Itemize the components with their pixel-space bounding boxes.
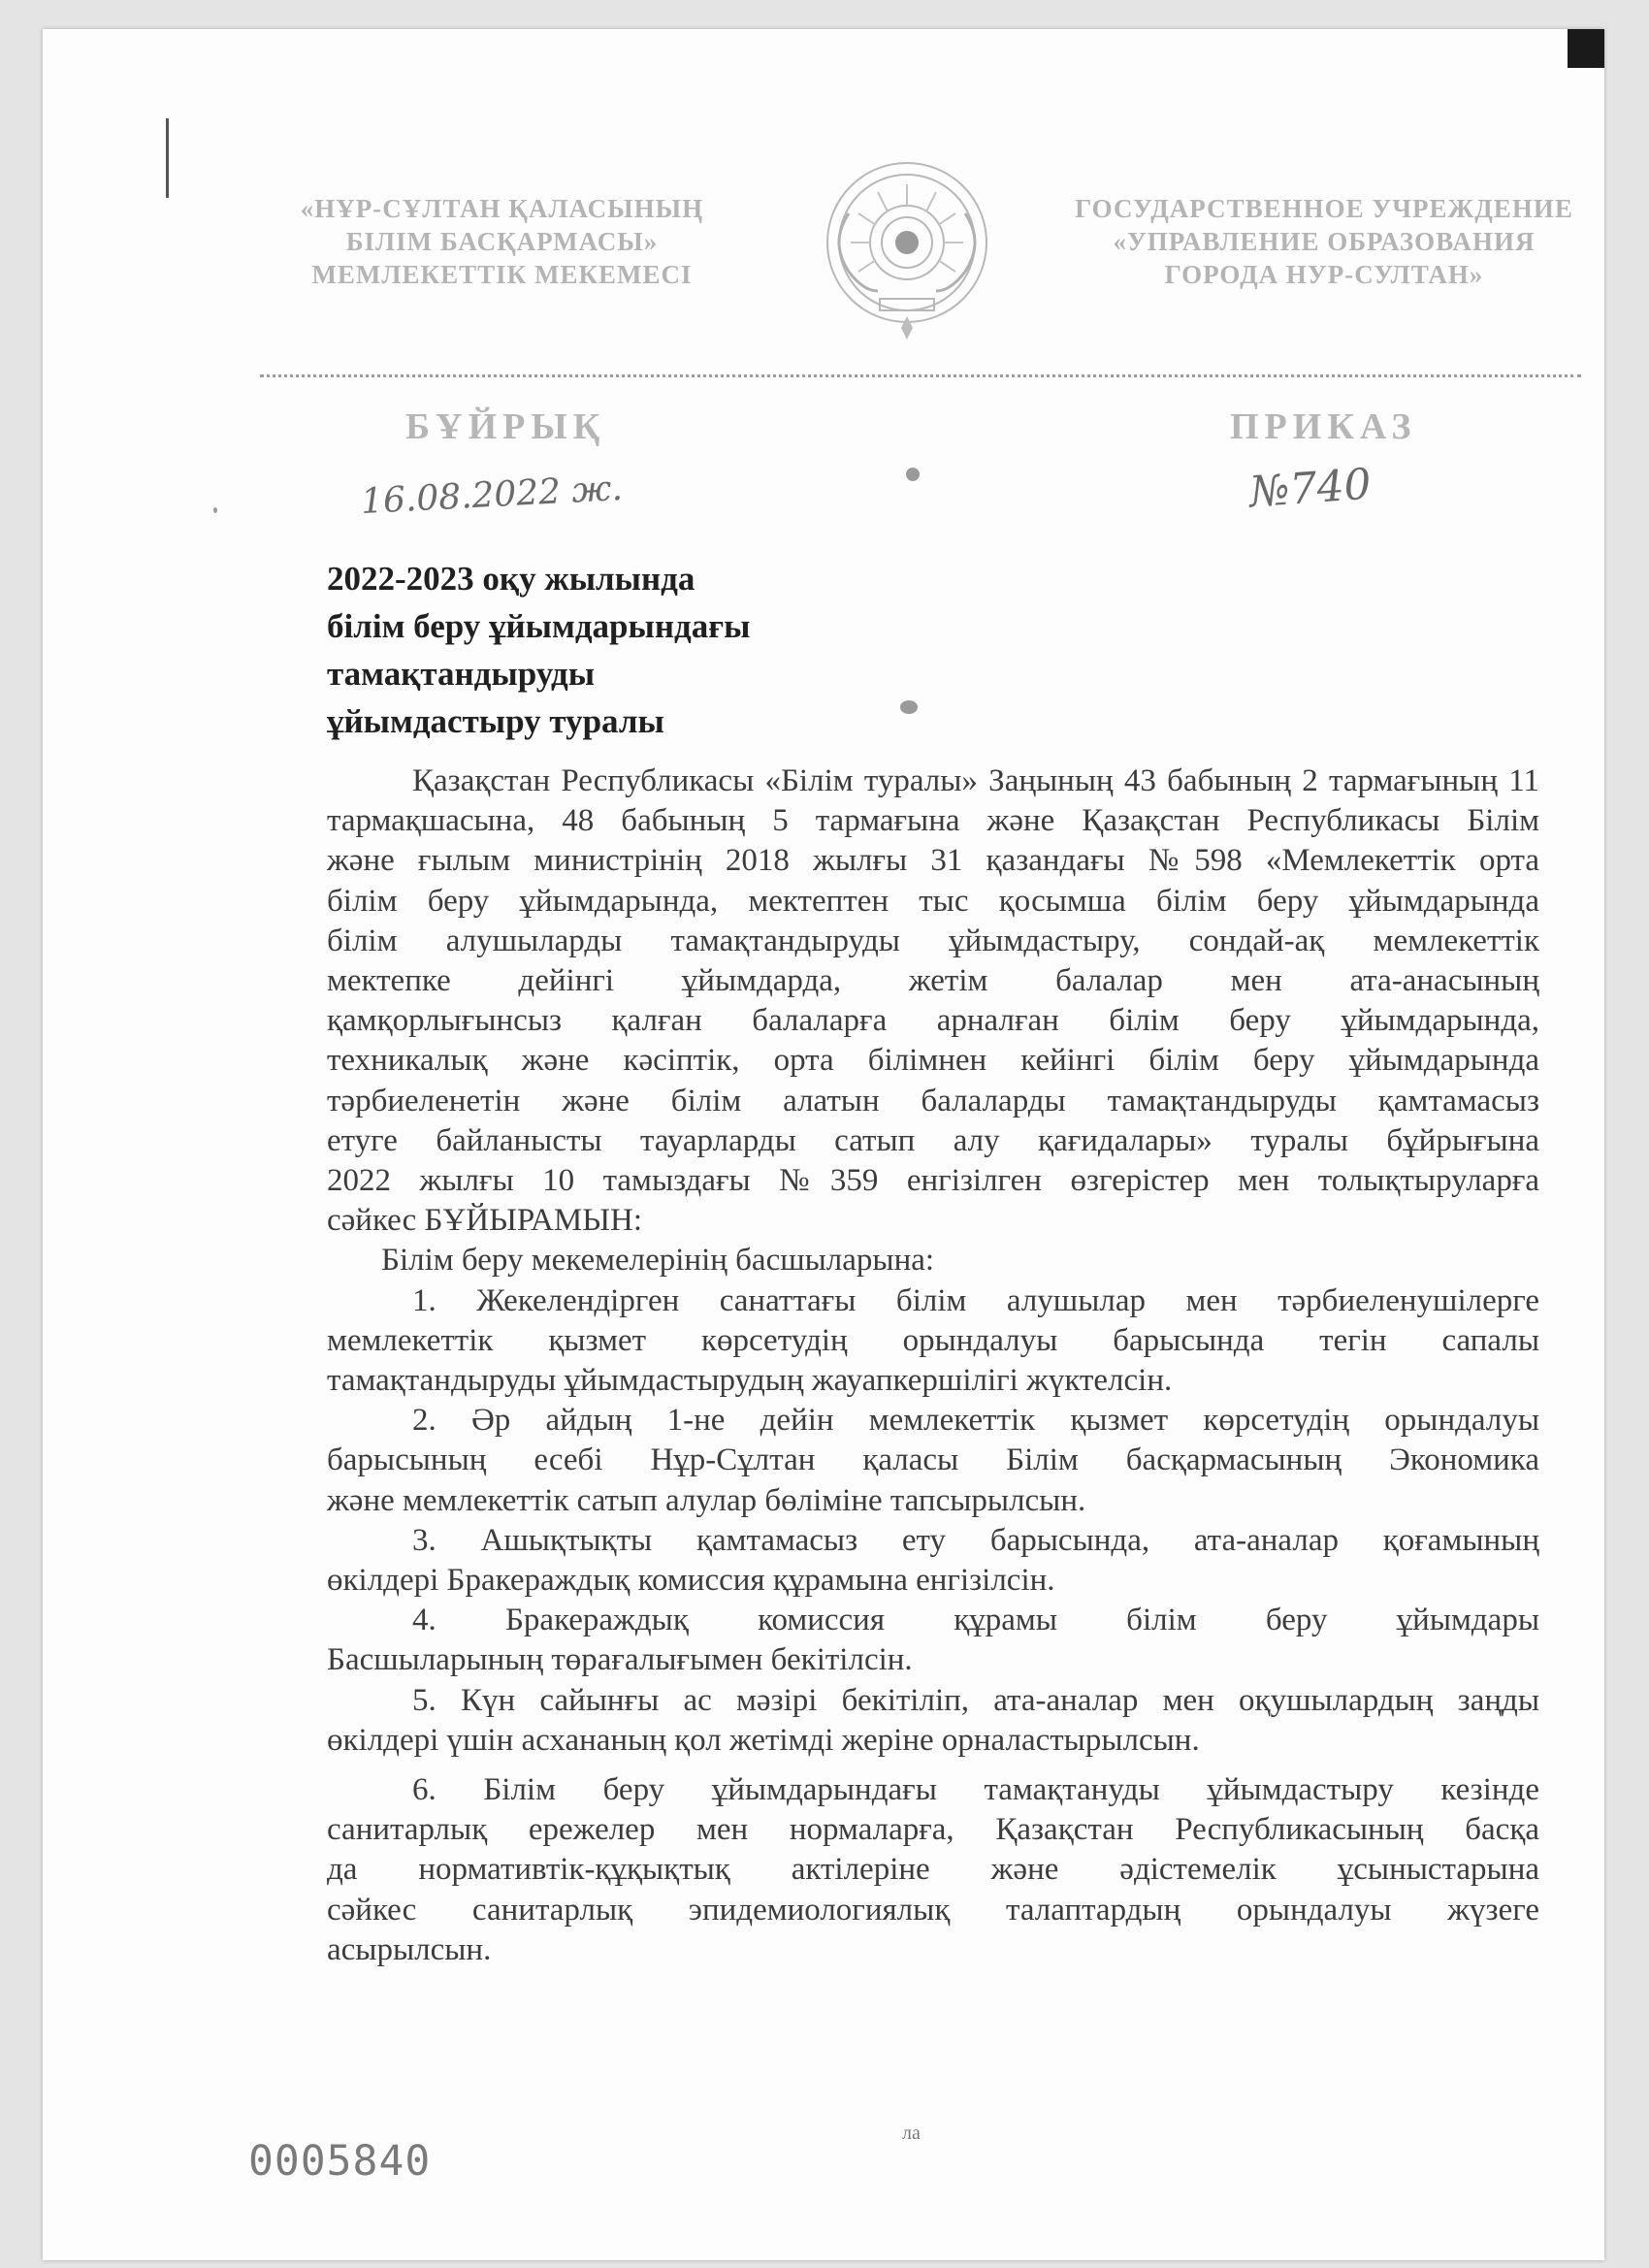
title-line: білім беру ұйымдарындағы	[327, 607, 751, 645]
scan-speck	[900, 700, 918, 714]
body-line: тәрбиеленетін және білім алатын балаларды тамақтандыруды қамтамасыз	[327, 1083, 1539, 1118]
body-line: етуге байланысты тауарларды сатып алу қағидалары» туралы бұйрығына	[327, 1122, 1539, 1158]
title-line: тамақтандыруды	[327, 655, 596, 693]
item-1-line: тамақтандыруды ұйымдастырудың жауапкершілігі жүктелсін.	[327, 1363, 1173, 1399]
item-6-line: санитарлық ережелер мен нормаларға, Қазақстан Республикасының басқа	[327, 1812, 1539, 1848]
header-kz	[276, 192, 728, 291]
body-line: Қазақстан Республикасы «Білім туралы» Заңының 43 бабының 2 тармағының 11	[412, 763, 1539, 798]
scan-speck	[906, 468, 920, 481]
item-4-line: 4. Бракераждық комиссия құрамы білім беру ұйымдары	[412, 1603, 1539, 1638]
scan-corner-shadow	[1568, 29, 1604, 68]
item-3-line: өкілдері Бракераждық комиссия құрамына енгізілсін.	[327, 1563, 1055, 1599]
order-label-ru: ПРИКАЗ	[1230, 406, 1417, 447]
body-line: 2022 жылғы 10 тамыздағы №359 енгізілген өзгерістер мен толықтыруларға	[327, 1163, 1539, 1199]
item-6-line: да нормативтік-құқықтық актілеріне және әдістемелік ұсыныстарына	[327, 1852, 1539, 1888]
body-line: білім беру ұйымдарында, мектептен тыс қосымша білім беру ұйымдарында	[327, 883, 1539, 919]
title-line: 2022-2023 оқу жылында	[327, 560, 695, 598]
body-line: мектепке дейінгі ұйымдарда, жетім балалар мен ата-анасының	[327, 963, 1539, 999]
item-5-line: өкілдері үшін асхананың қол жетімді жеріне орналастырылсын.	[327, 1722, 1200, 1758]
item-6-line: сәйкес санитарлық эпидемиологиялық талаптардың орындалуы жүзеге	[327, 1892, 1539, 1928]
body-line: қамқорлығынсыз қалған балаларға арналған білім беру ұйымдарында,	[327, 1003, 1539, 1039]
header-divider	[260, 374, 1581, 377]
state-emblem-icon	[820, 146, 994, 357]
scan-speck	[213, 507, 217, 513]
header-ru-line: «УПРАВЛЕНИЕ ОБРАЗОВАНИЯ	[1113, 227, 1536, 256]
item-3-line: 3. Ашықтықты қамтамасыз ету барысында, ата-аналар қоғамының	[412, 1522, 1539, 1558]
header-ru-line: ГОСУДАРСТВЕННОЕ УЧРЕЖДЕНИЕ	[1075, 194, 1573, 223]
item-4-line: Басшыларының төрағалығымен бекітілсін.	[327, 1642, 913, 1678]
handwritten-date: 16.08.2022 ж.	[360, 468, 624, 523]
header-kz-line: «НҰР-СҰЛТАН ҚАЛАСЫНЫҢ	[300, 194, 704, 223]
title-line: ұйымдастыру туралы	[327, 702, 664, 740]
item-2-line: барысының есебі Нұр-Сұлтан қаласы Білім басқармасының Экономика	[327, 1442, 1539, 1478]
handwritten-order-number: №740	[1247, 459, 1374, 518]
body-line: білім алушыларды тамақтандыруды ұйымдастыру, сондай-ақ мемлекеттік	[327, 923, 1539, 958]
item-5-line: 5. Күн сайынғы ас мәзірі бекітіліп, ата-аналар мен оқушылардың заңды	[412, 1682, 1539, 1718]
header-kz-line: БІЛІМ БАСҚАРМАСЫ»	[345, 227, 659, 256]
body-line: сәйкес БҰЙЫРАМЫН:	[327, 1203, 643, 1239]
item-6-line: 6. Білім беру ұйымдарындағы тамақтануды ұйымдастыру кезінде	[412, 1772, 1539, 1808]
order-label-kz: БҰЙРЫҚ	[405, 406, 606, 447]
item-6-line: асырылсын.	[327, 1931, 492, 1967]
paragraph-gap	[327, 1761, 1539, 1770]
body-line: тармақшасына, 48 бабының 5 тармағына және Қазақстан Республикасы Білім	[327, 803, 1539, 839]
item-1-line: мемлекеттік қызмет көрсетудің орындалуы барысында тегін сапалы	[327, 1322, 1539, 1358]
item-2-line: 2. Әр айдың 1-не дейін мемлекеттік қызмет көрсетудің орындалуы	[412, 1403, 1539, 1439]
item-1-line: 1. Жекелендірген санаттағы білім алушылар мен тәрбиеленушілерге	[412, 1282, 1539, 1318]
header-kz-line: МЕМЛЕКЕТТІК МЕКЕМЕСІ	[311, 260, 693, 289]
stamp-number: 0005840	[248, 2137, 432, 2186]
page-mark: ла	[902, 2122, 921, 2144]
margin-mark	[166, 118, 169, 198]
document-title	[327, 555, 750, 745]
document-body	[327, 761, 1539, 1970]
header-ru	[1052, 192, 1596, 291]
body-line: техникалық және кәсіптік, орта білімнен кейінгі білім беру ұйымдарында	[327, 1043, 1539, 1079]
body-line: және ғылым министрінің 2018 жылғы 31 қазандағы №598 «Мемлекеттік орта	[327, 843, 1539, 879]
addressee: Білім беру мекемелерінің басшыларына:	[381, 1243, 935, 1279]
header-ru-line: ГОРОДА НУР-СУЛТАН»	[1164, 260, 1484, 289]
item-2-line: және мемлекеттік сатып алулар бөліміне тапсырылсын.	[327, 1482, 1086, 1518]
